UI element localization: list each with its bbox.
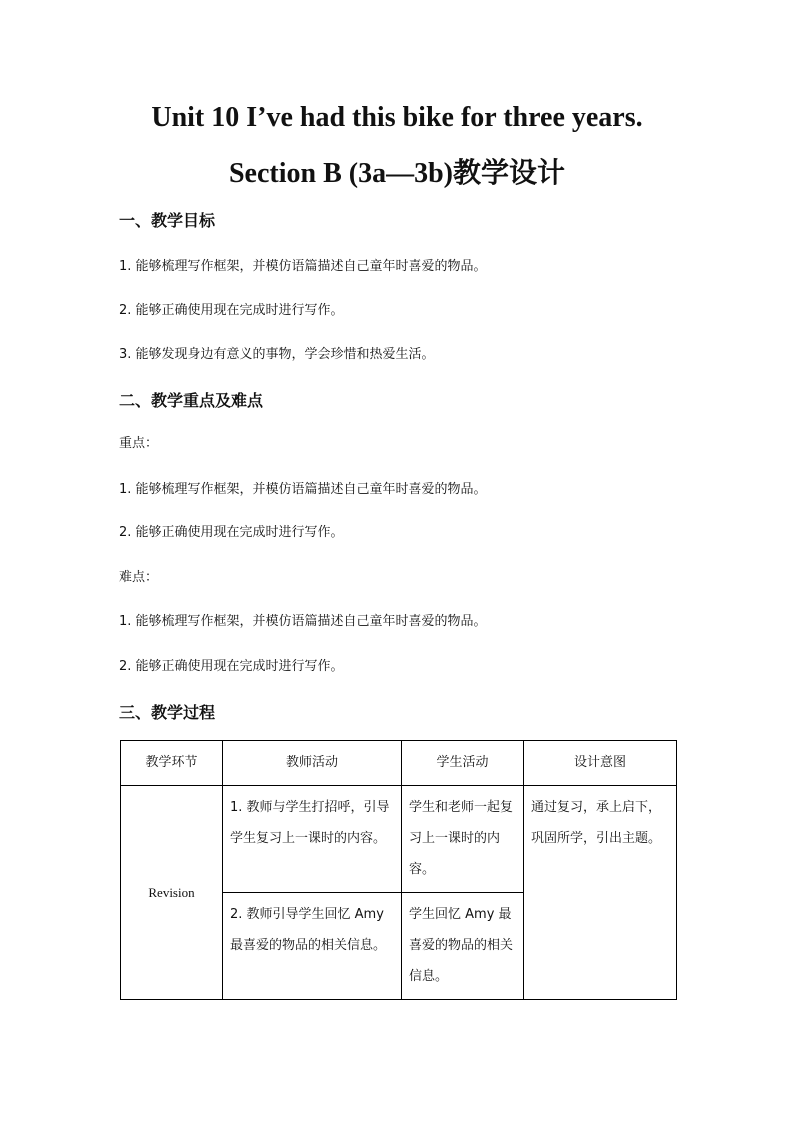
teacher-activity-cell: 1. 教师与学生打招呼，引导学生复习上一课时的内容。	[223, 786, 402, 893]
table-header-row	[121, 741, 677, 786]
table-header-cell: 教师活动	[223, 741, 402, 786]
table-header-cell: 学生活动	[402, 741, 524, 786]
document-subtitle: Section B (3a—3b)教学设计	[228, 158, 565, 189]
difficult-point-item: 1. 能够梳理写作框架，并模仿语篇描述自己童年时喜爱的物品。	[119, 614, 487, 629]
student-activity-cell: 学生回忆 Amy 最喜爱的物品的相关信息。	[402, 893, 524, 1000]
key-points-label: 重点：	[119, 436, 159, 451]
difficult-points-label: 难点：	[119, 570, 159, 585]
stage-cell: Revision	[121, 786, 223, 1000]
section-heading-process: 三、教学过程	[119, 703, 216, 722]
objective-item: 3. 能够发现身边有意义的事物，学会珍惜和热爱生活。	[119, 347, 435, 362]
objective-item: 2. 能够正确使用现在完成时进行写作。	[119, 303, 344, 318]
table-header-cell: 教学环节	[121, 741, 223, 786]
objective-item: 1. 能够梳理写作框架，并模仿语篇描述自己童年时喜爱的物品。	[119, 259, 487, 274]
teaching-process-table	[120, 740, 677, 1000]
key-point-item: 2. 能够正确使用现在完成时进行写作。	[119, 525, 344, 540]
design-intent-cell: 通过复习，承上启下，巩固所学，引出主题。	[524, 786, 677, 1000]
section-heading-key-points: 二、教学重点及难点	[119, 391, 264, 410]
key-point-item: 1. 能够梳理写作框架，并模仿语篇描述自己童年时喜爱的物品。	[119, 482, 487, 497]
difficult-point-item: 2. 能够正确使用现在完成时进行写作。	[119, 659, 344, 674]
student-activity-cell: 学生和老师一起复习上一课时的内容。	[402, 786, 524, 893]
table-row	[121, 786, 677, 893]
document-title: Unit 10 I’ve had this bike for three years.	[151, 102, 643, 133]
section-heading-objectives: 一、教学目标	[119, 211, 216, 230]
teacher-activity-cell: 2. 教师引导学生回忆 Amy 最喜爱的物品的相关信息。	[223, 893, 402, 1000]
table-header-cell: 设计意图	[524, 741, 677, 786]
